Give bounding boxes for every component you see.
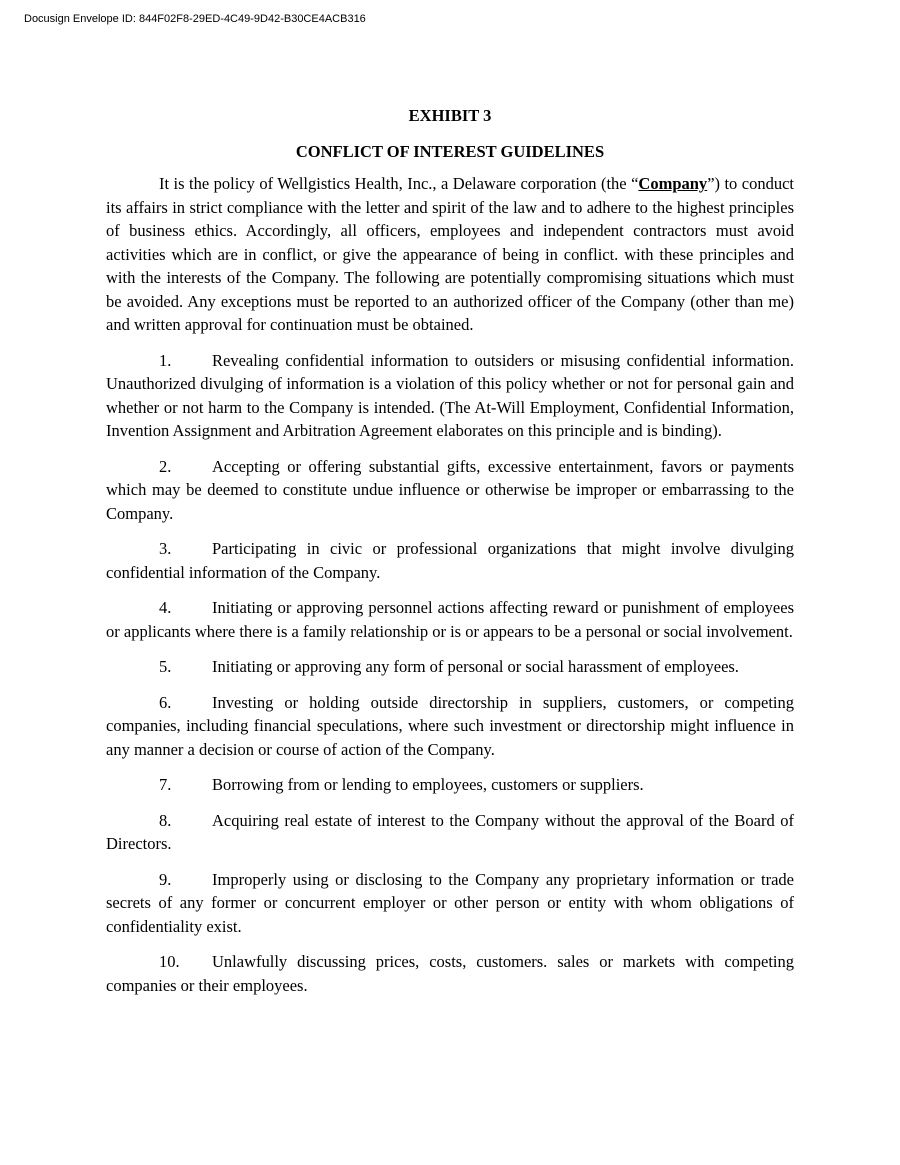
item-number: 4.: [159, 598, 172, 617]
intro-paragraph: [106, 172, 794, 337]
item-number: 3.: [159, 539, 172, 558]
guideline-item-6: [106, 691, 794, 762]
item-text: Borrowing from or lending to employees, customers or suppliers.: [212, 775, 644, 794]
item-number: 1.: [159, 350, 172, 370]
document-page: [106, 105, 794, 997]
guideline-item-10: [106, 950, 794, 997]
item-text: Unlawfully discussing prices, costs, customers. sales or markets with competing companies or their employees.: [106, 952, 794, 995]
guideline-item-3: [106, 537, 794, 584]
item-text: Participating in civic or professional organizations that might involve divulging confidential information of the Company.: [106, 539, 794, 582]
guideline-item-9: [106, 868, 794, 939]
item-text: Acquiring real estate of interest to the Company without the approval of the Board of Directors.: [106, 810, 794, 853]
item-number: 6.: [159, 692, 172, 712]
intro-text-after: ”) to conduct its affairs in strict compliance with the letter and spirit of the law and to adhere to the highest principles of business ethics. Accordingly, all officers, employees and independent contractors must avoid activities which are in conflict, or give the appearance of being in conflict. with these principles and with the interests of the Company. The following are potentially compromising situations which must be avoided. Any exceptions must be reported to an authorized officer of the Company (other than me) and written approval for continuation must be obtained.: [106, 174, 795, 334]
item-text: Initiating or approving any form of personal or social harassment of employees.: [212, 657, 739, 676]
intro-text-before: It is the policy of Wellgistics Health, Inc., a Delaware corporation (the “: [159, 174, 639, 193]
guidelines-heading: CONFLICT OF INTEREST GUIDELINES: [295, 142, 605, 161]
docusign-envelope-id: Docusign Envelope ID: 844F02F8-29ED-4C49-9D42-B30CE4ACB316: [24, 13, 366, 25]
item-text: Investing or holding outside directorship in suppliers, customers, or competing companies, including financial speculations, where such investment or directorship might influence in any manner a decision or course of action of the Company.: [106, 692, 794, 759]
item-number: 8.: [159, 810, 172, 830]
guideline-item-2: [106, 455, 794, 526]
item-number: 10.: [159, 952, 180, 971]
item-number: 7.: [159, 775, 172, 794]
exhibit-title: EXHIBIT 3: [408, 106, 492, 125]
guideline-item-5: [106, 655, 794, 679]
defined-term-company: Company: [638, 174, 708, 193]
guideline-item-7: [106, 773, 794, 797]
guideline-item-8: [106, 809, 794, 856]
item-text: Improperly using or disclosing to the Company any proprietary information or trade secrets of any former or concurrent employer or other person or entity with whom obligations of confidentiality exist.: [106, 869, 794, 936]
item-number: 9.: [159, 869, 172, 889]
guideline-item-4: [106, 596, 794, 643]
item-text: Initiating or approving personnel actions affecting reward or punishment of employees or applicants where there is a family relationship or is or appears to be a personal or social involvement.: [106, 598, 794, 641]
item-number: 2.: [159, 456, 172, 476]
item-text: Revealing confidential information to outsiders or misusing confidential information. Unauthorized divulging of information is a violation of this policy whether or not for personal gain and whether or not harm to the Company is intended. (The At-Will Employment, Confidential Information, Invention Assignment and Arbitration Agreement elaborates on this principle and is binding).: [106, 350, 794, 440]
guideline-item-1: [106, 349, 794, 443]
item-number: 5.: [159, 657, 172, 676]
item-text: Accepting or offering substantial gifts, excessive entertainment, favors or payments which may be deemed to constitute undue influence or otherwise be improper or embarrassing to the Company.: [106, 456, 794, 523]
